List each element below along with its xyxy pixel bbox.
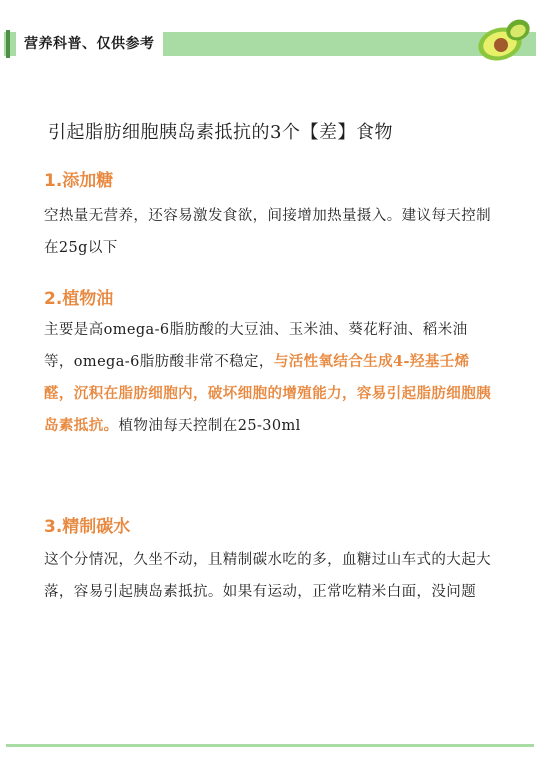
header-label: 营养科普、仅供参考 — [16, 32, 163, 56]
section-heading-1: 1.添加糖 — [44, 171, 114, 191]
section-heading-3: 3.精制碳水 — [44, 517, 131, 537]
header-bar-tab — [6, 30, 10, 58]
section-text-1: 空热量无营养，还容易激发食欲，间接增加热量摄入。建议每天控制在25g以下 — [44, 208, 491, 256]
section-text-2-plain: 主要是高omega-6脂肪酸的大豆油、玉米油、葵花籽油、稻米油等，omega-6脂肪酸非常不稳定， — [44, 322, 468, 370]
section-text-2-tail: 植物油每天控制在25-30ml — [118, 418, 301, 434]
footer-line — [6, 744, 534, 747]
page-title: 引起脂肪细胞胰岛素抵抗的3个【差】食物 — [48, 122, 393, 143]
avocado-icon — [474, 14, 534, 64]
section-text-2-highlight: 与活性氧结合生成4-羟基壬烯醛，沉积在脂肪细胞内，破坏细胞的增殖能力，容易引起脂肪细胞胰岛素抵抗。 — [44, 353, 491, 434]
section-heading-2: 2.植物油 — [44, 289, 114, 309]
section-text-2 — [44, 314, 494, 442]
section-text-3: 这个分情况，久坐不动，且精制碳水吃的多，血糖过山车式的大起大落，容易引起胰岛素抵抗。如果有运动，正常吃精米白面，没问题 — [44, 552, 491, 600]
